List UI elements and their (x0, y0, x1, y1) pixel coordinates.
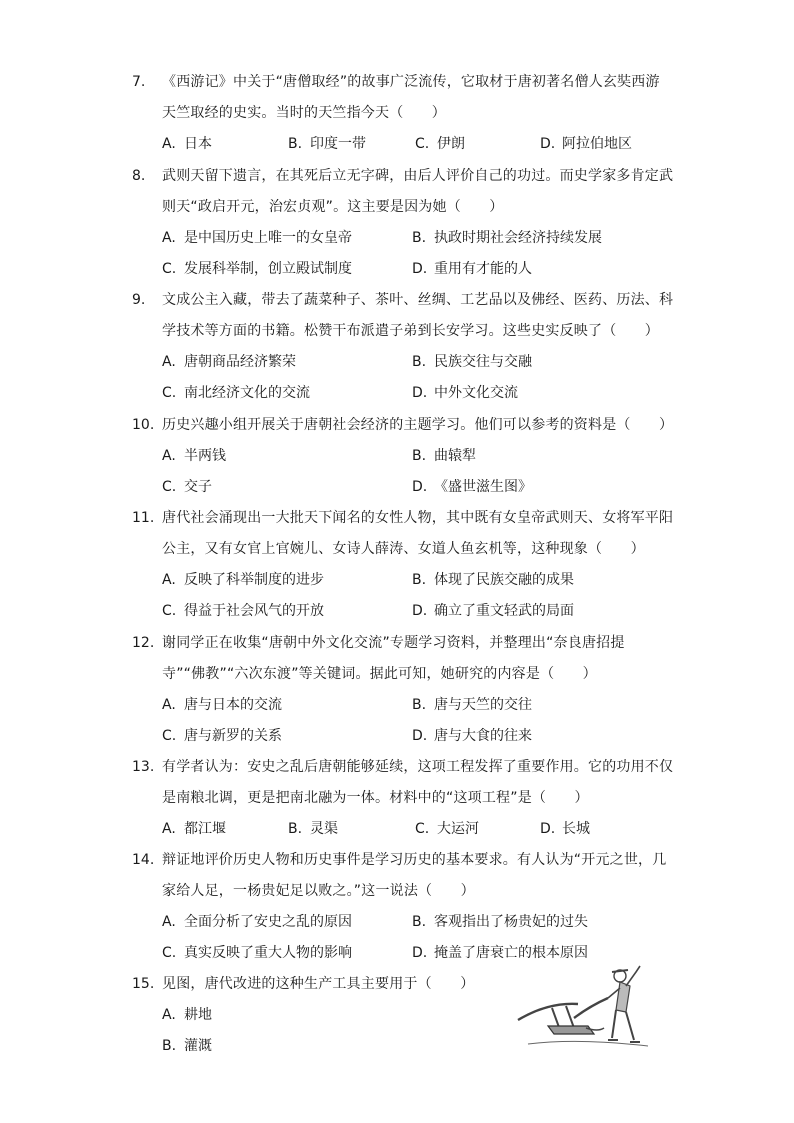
option-text: 唐与新罗的关系 (184, 728, 282, 744)
option-letter: B. (412, 448, 427, 464)
option-letter: A. (162, 448, 176, 464)
option-letter: D. (540, 821, 556, 837)
option-text: 日本 (184, 136, 212, 152)
question-stem (162, 752, 674, 814)
stem-line: 谢同学正在收集“唐朝中外文化交流”专题学习资料，并整理出“奈良唐招提 (162, 635, 625, 651)
option-b[interactable] (412, 441, 476, 472)
stem-line: 见图，唐代改进的这种生产工具主要用于（ ） (162, 976, 475, 992)
option-text: 唐与大食的往来 (434, 728, 532, 744)
stem-line: 有学者认为：安史之乱后唐朝能够延续，这项工程发挥了重要作用。它的功用不仅 (162, 759, 674, 775)
option-c[interactable] (162, 378, 310, 409)
option-letter: A. (162, 1007, 176, 1023)
option-text: 交子 (184, 479, 212, 495)
option-text: 民族交往与交融 (434, 354, 532, 370)
option-d[interactable] (412, 596, 574, 627)
stem-line: 则天“政启开元，治宏贞观”。这主要是因为她（ ） (162, 199, 504, 215)
option-text: 得益于社会风气的开放 (184, 603, 324, 619)
option-letter: D. (412, 479, 428, 495)
option-text: 中外文化交流 (434, 385, 518, 401)
option-b[interactable] (412, 907, 588, 938)
option-text: 灌溉 (184, 1038, 212, 1054)
question-number: 14. (132, 852, 155, 868)
option-letter: B. (288, 821, 303, 837)
question-number: 9. (132, 292, 146, 308)
option-letter: D. (412, 603, 428, 619)
option-a[interactable] (162, 441, 226, 472)
option-letter: B. (412, 230, 427, 246)
option-letter: D. (412, 728, 428, 744)
option-text: 唐与日本的交流 (184, 697, 282, 713)
option-d[interactable] (412, 721, 532, 752)
option-text: 南北经济文化的交流 (184, 385, 310, 401)
option-c[interactable] (162, 254, 352, 285)
option-text: 执政时期社会经济持续发展 (434, 230, 602, 246)
option-d[interactable] (412, 472, 532, 503)
option-b[interactable] (412, 223, 602, 254)
option-text: 掩盖了唐衰亡的根本原因 (434, 945, 588, 961)
question-number: 10. (132, 417, 155, 433)
stem-line: 学技术等方面的书籍。松赞干布派遣子弟到长安学习。这些史实反映了（ ） (162, 323, 659, 339)
option-a[interactable] (162, 690, 282, 721)
option-text: 反映了科举制度的进步 (184, 572, 324, 588)
option-letter: D. (412, 945, 428, 961)
option-letter: A. (162, 354, 176, 370)
option-letter: A. (162, 136, 176, 152)
option-a[interactable] (162, 907, 352, 938)
option-text: 体现了民族交融的成果 (434, 572, 574, 588)
option-a[interactable] (162, 814, 226, 845)
option-d[interactable] (412, 254, 532, 285)
stem-line: 《西游记》中关于“唐僧取经”的故事广泛流传，它取材于唐初著名僧人玄奘西游 (162, 74, 660, 90)
stem-line: 唐代社会涌现出一大批天下闻名的女性人物，其中既有女皇帝武则天、女将军平阳 (162, 510, 674, 526)
option-letter: D. (412, 261, 428, 277)
question-number: 11. (132, 510, 155, 526)
question-stem (162, 285, 674, 347)
option-a[interactable] (162, 347, 296, 378)
question-stem (162, 628, 662, 690)
option-text: 全面分析了安史之乱的原因 (184, 914, 352, 930)
option-letter: C. (162, 479, 177, 495)
option-text: 大运河 (437, 821, 479, 837)
option-letter: C. (162, 945, 177, 961)
option-text: 半两钱 (184, 448, 226, 464)
question-number: 12. (132, 635, 155, 651)
option-c[interactable] (162, 721, 282, 752)
option-a[interactable] (162, 223, 352, 254)
option-letter: D. (412, 385, 428, 401)
stem-line: 是南粮北调，更是把南北融为一体。材料中的“这项工程”是（ ） (162, 790, 589, 806)
option-text: 曲辕犁 (434, 448, 476, 464)
option-a[interactable] (162, 1000, 212, 1031)
option-b[interactable] (412, 690, 532, 721)
option-text: 耕地 (184, 1007, 212, 1023)
stem-line: 武则天留下遗言，在其死后立无字碑，由后人评价自己的功过。而史学家多肯定武 (162, 168, 674, 184)
option-letter: C. (162, 385, 177, 401)
option-b[interactable] (162, 1031, 212, 1062)
option-letter: A. (162, 697, 176, 713)
option-text: 发展科举制，创立殿试制度 (184, 261, 352, 277)
option-d[interactable] (412, 378, 518, 409)
question-number: 15. (132, 976, 155, 992)
option-letter: B. (412, 354, 427, 370)
option-a[interactable] (162, 129, 212, 160)
question-stem (162, 845, 667, 907)
option-letter: A. (162, 914, 176, 930)
stem-line: 寺”“佛教”“六次东渡”等关键词。据此可知，她研究的内容是（ ） (162, 666, 597, 682)
option-text: 确立了重文轻武的局面 (434, 603, 574, 619)
option-letter: B. (412, 914, 427, 930)
option-text: 长城 (562, 821, 590, 837)
option-d[interactable] (540, 129, 632, 160)
option-letter: B. (412, 697, 427, 713)
question-number: 7. (132, 74, 146, 90)
stem-line: 公主，又有女官上官婉儿、女诗人薛涛、女道人鱼玄机等，这种现象（ ） (162, 541, 645, 557)
option-letter: C. (415, 136, 430, 152)
option-c[interactable] (162, 596, 324, 627)
option-d[interactable] (540, 814, 590, 845)
option-letter: A. (162, 230, 176, 246)
option-c[interactable] (162, 938, 352, 969)
option-letter: C. (415, 821, 430, 837)
option-b[interactable] (288, 129, 366, 160)
option-c[interactable] (162, 472, 212, 503)
stem-line: 文成公主入藏，带去了蔬菜种子、茶叶、丝绸、工艺品以及佛经、医药、历法、科 (162, 292, 674, 308)
option-c[interactable] (415, 814, 479, 845)
option-text: 灵渠 (310, 821, 338, 837)
option-text: 阿拉伯地区 (562, 136, 632, 152)
option-a[interactable] (162, 565, 324, 596)
option-text: 都江堰 (184, 821, 226, 837)
question-number: 8. (132, 168, 146, 184)
option-text: 重用有才能的人 (434, 261, 532, 277)
option-text: 是中国历史上唯一的女皇帝 (184, 230, 352, 246)
option-text: 真实反映了重大人物的影响 (184, 945, 352, 961)
option-text: 唐朝商品经济繁荣 (184, 354, 296, 370)
option-letter: B. (412, 572, 427, 588)
option-letter: C. (162, 261, 177, 277)
option-text: 《盛世滋生图》 (434, 479, 532, 495)
option-text: 客观指出了杨贵妃的过失 (434, 914, 588, 930)
plough-farmer-icon (508, 962, 658, 1052)
option-letter: B. (162, 1038, 177, 1054)
option-letter: C. (162, 728, 177, 744)
question-stem (162, 67, 662, 129)
option-text: 唐与天竺的交往 (434, 697, 532, 713)
option-b[interactable] (412, 565, 574, 596)
stem-line: 家给人足，一杨贵妃足以败之。”这一说法（ ） (162, 883, 475, 899)
question-number: 13. (132, 759, 155, 775)
option-letter: C. (162, 603, 177, 619)
question-stem (162, 410, 674, 441)
option-letter: A. (162, 821, 176, 837)
option-text: 印度一带 (310, 136, 366, 152)
stem-line: 天竺取经的史实。当时的天竺指今天（ ） (162, 105, 446, 121)
option-text: 伊朗 (437, 136, 465, 152)
stem-line: 辩证地评价历史人物和历史事件是学习历史的基本要求。有人认为“开元之世，几 (162, 852, 667, 868)
option-b[interactable] (412, 347, 532, 378)
option-letter: A. (162, 572, 176, 588)
question-stem (162, 161, 674, 223)
option-letter: B. (288, 136, 303, 152)
stem-line: 历史兴趣小组开展关于唐朝社会经济的主题学习。他们可以参考的资料是（ ） (162, 417, 674, 433)
question-stem (162, 503, 674, 565)
option-letter: D. (540, 136, 556, 152)
option-b[interactable] (288, 814, 338, 845)
option-c[interactable] (415, 129, 465, 160)
